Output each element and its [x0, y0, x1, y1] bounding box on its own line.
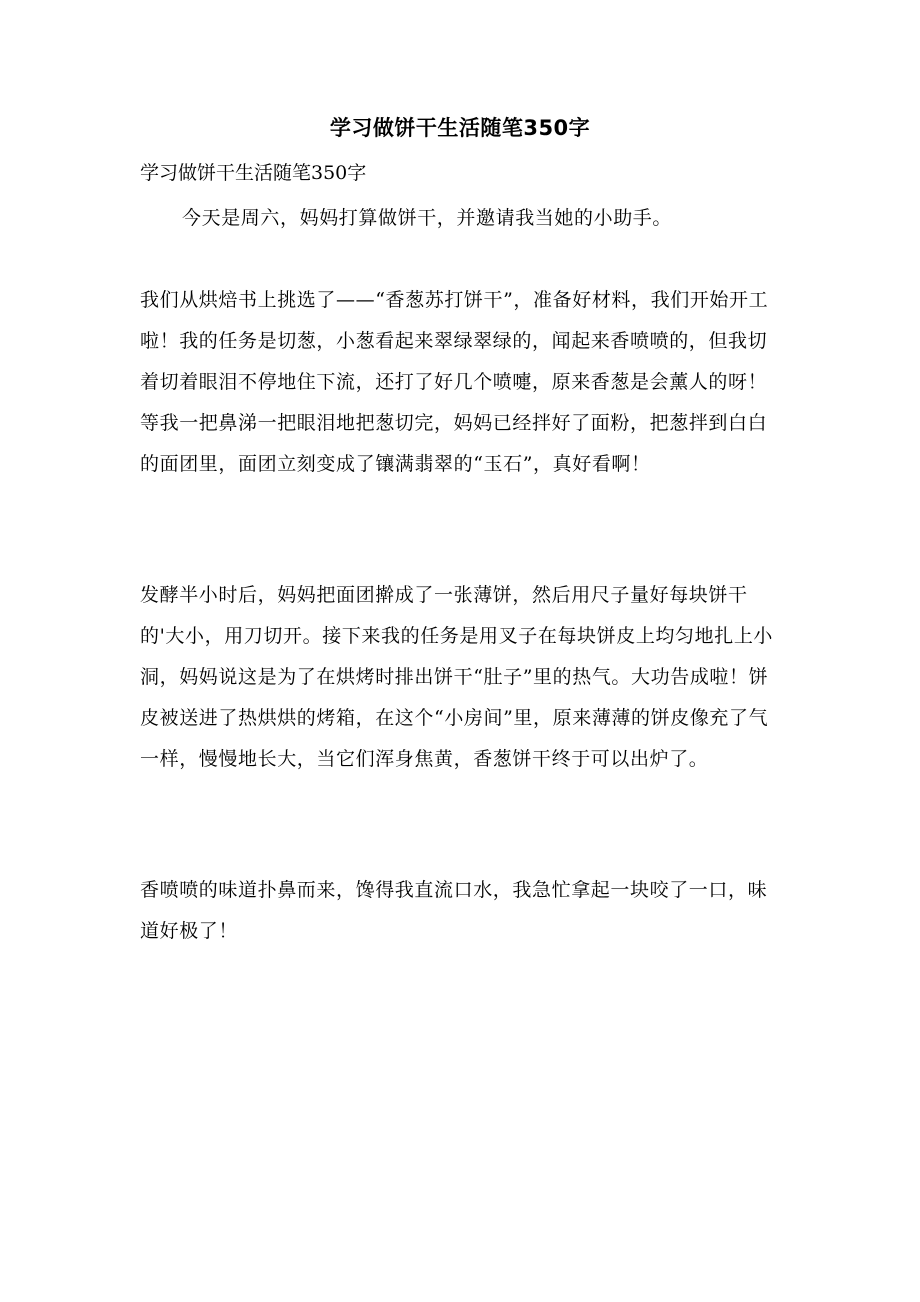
document-subtitle: 学习做饼干生活随笔350字 — [140, 162, 367, 184]
document-title: 学习做饼干生活随笔350字 — [329, 116, 591, 140]
paragraph-intro: 今天是周六，妈妈打算做饼干，并邀请我当她的小助手。 — [182, 207, 673, 229]
paragraph-baking: 发酵半小时后，妈妈把面团擀成了一张薄饼，然后用尺子量好每块饼干的'大小，用刀切开。接下来我的任务是用叉子在每块饼皮上均匀地扎上小洞，妈妈说这是为了在烘烤时排出饼干“肚子”里的热气。大功告成啦！饼皮被送进了热烘烘的烤箱，在这个“小房间”里，原来薄薄的饼皮像充了气一样，慢慢地长大，当它们浑身焦黄，香葱饼干终于可以出炉了。 — [140, 584, 774, 770]
paragraph-cutting-onions: 我们从烘焙书上挑选了——“香葱苏打饼干”，准备好材料，我们开始开工啦！我的任务是切葱，小葱看起来翠绿翠绿的，闻起来香喷喷的，但我切着切着眼泪不停地住下流，还打了好几个喷嚏，原来香葱是会薰人的呀！等我一把鼻涕一把眼泪地把葱切完，妈妈已经拌好了面粉，把葱拌到白白的面团里，面团立刻变成了镶满翡翠的“玉石”，真好看啊！ — [140, 289, 769, 475]
paragraph-tasting: 香喷喷的味道扑鼻而来，馋得我直流口水，我急忙拿起一块咬了一口，味道好极了！ — [140, 879, 768, 942]
